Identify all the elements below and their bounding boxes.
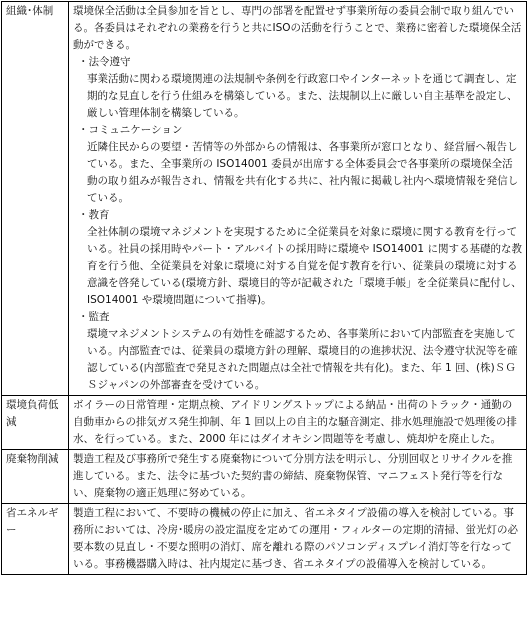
row-label: 環境負荷低減	[2, 396, 69, 450]
section-heading: ・法令遵守	[78, 56, 131, 68]
row-label: 組織･体制	[2, 2, 69, 396]
section-heading: ・教育	[78, 209, 110, 221]
section-body: 近隣住民からの要望・苦情等の外部からの情報は、各事業所が窓口となり、経営層へ報告している。また、全事業所の ISO14001 委員が出席する全体委員会で各事業所の環境保全活動の取り組みが報告され、情報を共有化する共に、社内報に掲載し社内へ環境情報を発信している。	[87, 141, 519, 204]
section-body: 環境マネジメントシステムの有効性を確認するため、各事業所において内部監査を実施している。内部監査では、従業員の環境方針の理解、環境目的の進捗状況、法令遵守状況等を確認している(内部監査で発見された問題点は全社で情報を共有化)。また、年 1 回、(株)ＳＧＳジャパンの外部審査を受けている。	[87, 328, 518, 391]
row-intro: 製造工程及び事務所で発生する廃棄物について分別方法を明示し、分別回収とリサイクルを推進している。また、法令に基づいた契約書の締結、廃棄物保管、マニフェスト発行等を行ない、廃棄物の適正処理に努めている。	[73, 453, 513, 499]
table-row	[2, 396, 527, 450]
row-intro: 製造工程において、不要時の機械の停止に加え、省エネタイプ設備の導入を検討している。事務所においては、冷房･暖房の設定温度を定めての運用・フィルターの定期的清掃、蛍光灯の必要本数の見直し・不要な照明の消灯、席を離れる際のパソコンディスプレイ消灯等を行なっている。事務機器購入時は、社内規定に基づき、省エネタイプの設備導入を検討している。	[73, 507, 518, 570]
row-content	[69, 2, 527, 396]
row-intro: ボイラーの日常管理・定期点検、アイドリングストップによる納品・出荷のトラック・通勤の自動車からの排気ガス発生抑制、年 1 回以上の自主的な騒音測定、排水処理施設で処理後の排水、を行っている。また、2000 年にはダイオキシン問題等を考慮し、焼却炉を廃止した。	[73, 399, 517, 445]
table-row	[2, 2, 527, 396]
section-heading: ・監査	[78, 311, 110, 323]
section-body: 事業活動に関わる環境関連の法規制や条例を行政窓口やインターネットを通じて調査し、定期的な見直しを行う仕組みを構築している。また、法規制以上に厳しい自主基準を設定し、厳しい管理体制を構築している。	[87, 73, 518, 119]
section-heading: ・コミュニケーション	[78, 124, 183, 136]
row-content	[69, 504, 527, 575]
document-page	[0, 1, 530, 625]
row-content	[69, 450, 527, 504]
table-row	[2, 450, 527, 504]
row-label: 廃棄物削減	[2, 450, 69, 504]
section-body: 全社体制の環境マネジメントを実現するために全従業員を対象に環境に関する教育を行っている。社員の採用時やパート・アルバイトの採用時に環境や ISO14001 に関する基礎的な教育を行う他、全従業員を対象に環境に対する自覚を促す教育を行い、従業員の環境に対する意識を啓発している(環境方針、環境目的等が記載された「環境手帳」を全従業員に配付し、ISO14001 や環境問題について指導)。	[87, 226, 522, 306]
row-intro: 環境保全活動は全員参加を旨とし、専門の部署を配置せず事業所毎の委員会制で取り組んでいる。各委員はそれぞれの業務を行うと共にISOの活動を行うことで、業務に密着した環境保全活動ができる。	[73, 5, 522, 51]
row-content	[69, 396, 527, 450]
table-row	[2, 504, 527, 575]
environment-policy-table	[1, 1, 527, 575]
row-label: 省エネルギー	[2, 504, 69, 575]
